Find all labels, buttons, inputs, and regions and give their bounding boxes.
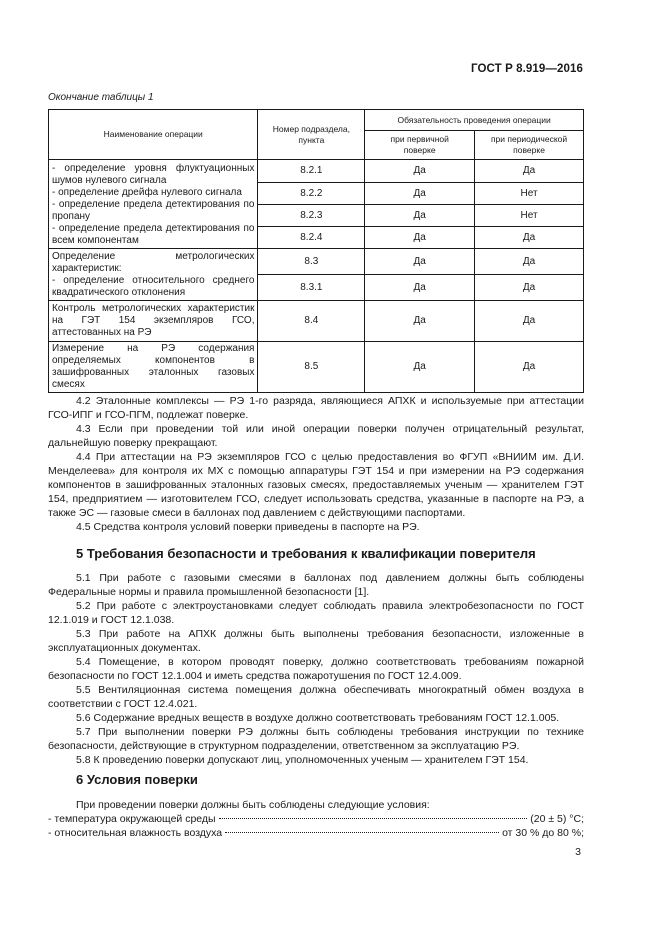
number-value: 8.3.1 — [300, 281, 323, 293]
dot-leader — [219, 818, 528, 819]
paragraph-4-4: 4.4 При аттестации на РЭ экземпляров ГСО с целью предоставления во ФГУП «ВНИИМ им. Д.И. Менделеева» для контроля их МХ с помощью аппаратуры ГЭТ 154 и при измерении на РЭ содержания компонентов в зашифрованных эталонных газовых смесях, предоставляемых ученым — хранителем ГЭТ 154, предприятием — изготовителем ГСО, следует использовать средства, указанные в паспорте на РЭ, а также ЭС — газовые смеси в баллонах под давлением с действующими паспортами. — [48, 451, 584, 519]
row3-name: Контроль метрологических характеристик на ГЭТ 154 экземпляров ГСО, аттестованных на РЭ — [52, 303, 255, 338]
paragraph-5-3: 5.3 При работе на АПХК должны быть выполнены требования безопасности, изложенные в эксплуатационных документах. — [48, 628, 584, 654]
primary-value: Да — [365, 205, 474, 227]
group1-numbers-cell — [258, 160, 365, 249]
number-value: 8.2.1 — [258, 160, 364, 183]
section4-text — [48, 394, 584, 534]
group2-numbers-cell — [258, 249, 365, 301]
list-item: Определение метрологических характеристик: — [52, 250, 255, 274]
primary-value: Да — [365, 249, 474, 275]
number-value: 8.2.3 — [258, 205, 364, 227]
standard-code: ГОСТ Р 8.919—2016 — [471, 63, 583, 75]
row4-primary: Да — [365, 342, 475, 393]
table-caption: Окончание таблицы 1 — [48, 92, 154, 103]
section5-text — [48, 571, 584, 767]
periodic-value: Нет — [475, 183, 583, 205]
primary-value: Да — [365, 183, 474, 205]
periodic-value: Да — [522, 231, 536, 243]
row4-periodic: Да — [475, 342, 584, 393]
header-section-number-text: Номер подраздела, пункта — [272, 123, 350, 145]
table-row — [49, 301, 584, 342]
header-primary-text: при первичной поверке — [390, 134, 449, 155]
periodic-value: Нет — [475, 205, 583, 227]
conditions-intro: При проведении поверки должны быть соблюдены следующие условия: — [76, 799, 430, 811]
list-item: - определение предела детектирования по пропану — [52, 199, 255, 222]
list-item: - определение предела детектирования по всем компонентам — [52, 223, 255, 246]
table-row — [49, 249, 584, 301]
operations-table — [48, 109, 584, 393]
header-section-number — [258, 110, 365, 160]
number-value: 8.3 — [258, 249, 364, 275]
group1-periodic-cell — [475, 160, 584, 249]
number-value: 8.2.2 — [258, 183, 364, 205]
condition-value: (20 ± 5) °C; — [530, 813, 584, 825]
condition-label: - относительная влажность воздуха — [48, 827, 223, 839]
paragraph-5-7: 5.7 При выполнении поверки РЭ должны быть соблюдены требования инструкции по технике безопасности, действующие в структурном подразделении, ответственном за эксплуатацию РЭ. — [48, 726, 584, 752]
row4-name: Измерение на РЭ содержания определяемых компонентов в зашифрованных эталонных газовых смесях — [52, 343, 255, 390]
row4-name-cell — [49, 342, 258, 393]
header-periodic — [475, 131, 584, 160]
row4-number: 8.5 — [258, 342, 365, 393]
table-row — [49, 342, 584, 393]
primary-value: Да — [413, 231, 426, 243]
periodic-value: Да — [475, 249, 583, 275]
primary-value: Да — [413, 281, 426, 293]
paragraph-5-5: 5.5 Вентиляционная система помещения должна обеспечивать многократный обмен воздуха в соответствии с ГОСТ 12.4.021. — [48, 684, 584, 710]
list-item: - определение дрейфа нулевого сигнала — [52, 187, 242, 198]
periodic-value: Да — [522, 281, 536, 293]
header-operation-name: Наименование операции — [49, 110, 258, 160]
row3-periodic: Да — [475, 301, 584, 342]
paragraph-5-1: 5.1 При работе с газовыми смесями в баллонах под давлением должны быть соблюдены Федеральные нормы и правила промышленной безопасности [1]. — [48, 572, 584, 598]
condition-humidity — [48, 826, 584, 840]
header-periodic-text: при периодической поверке — [490, 134, 568, 155]
section6-title: 6 Условия поверки — [76, 772, 198, 787]
periodic-value: Да — [475, 160, 583, 183]
number-value: 8.2.4 — [300, 231, 323, 243]
paragraph-5-2: 5.2 При работе с электроустановками следует соблюдать правила электробезопасности по ГОСТ 12.1.019 и ГОСТ 12.1.038. — [48, 600, 584, 626]
group1-primary-cell — [365, 160, 475, 249]
group2-primary-cell — [365, 249, 475, 301]
header-primary — [365, 131, 475, 160]
paragraph-4-5: 4.5 Средства контроля условий поверки приведены в паспорте на РЭ. — [76, 521, 420, 533]
primary-value: Да — [365, 160, 474, 183]
paragraph-5-6: 5.6 Содержание вредных веществ в воздухе должно соответствовать требованиям ГОСТ 12.1.005. — [76, 712, 560, 724]
dot-leader — [225, 832, 499, 833]
group2-periodic-cell — [475, 249, 584, 301]
paragraph-4-3: 4.3 Если при проведении той или иной операции поверки получен отрицательный результат, дальнейшую поверку прекращают. — [48, 423, 584, 449]
header-mandatory: Обязательность проведения операции — [365, 110, 584, 131]
table-row — [49, 160, 584, 249]
condition-label: - температура окружающей среды — [48, 813, 216, 825]
condition-temperature — [48, 812, 584, 826]
row3-primary: Да — [365, 301, 475, 342]
list-item: - определение уровня флуктуационных шумов нулевого сигнала — [52, 163, 255, 186]
page-number: 3 — [575, 846, 581, 858]
condition-value: от 30 % до 80 %; — [502, 827, 584, 839]
group2-names-cell — [49, 249, 258, 301]
section6-text — [48, 798, 584, 840]
list-item: - определение относительного среднего квадратического отклонения — [52, 274, 255, 298]
paragraph-4-2: 4.2 Эталонные комплексы — РЭ 1-го разряда, являющиеся АПХК и используемые при аттестации ГСО-ИПГ и ГСО-ПГМ, подлежат поверке. — [48, 395, 584, 421]
row3-name-cell — [49, 301, 258, 342]
row3-number: 8.4 — [258, 301, 365, 342]
paragraph-5-4: 5.4 Помещение, в котором проводят поверку, должно соответствовать требованиям пожарной безопасности по ГОСТ 12.1.004 и иметь средства пожаротушения по ГОСТ 12.4.009. — [48, 656, 584, 682]
section5-title: 5 Требования безопасности и требования к квалификации поверителя — [76, 546, 536, 561]
paragraph-5-8: 5.8 К проведению поверки допускают лиц, уполномоченных ученым — хранителем ГЭТ 154. — [76, 754, 529, 766]
group1-names-cell — [49, 160, 258, 249]
